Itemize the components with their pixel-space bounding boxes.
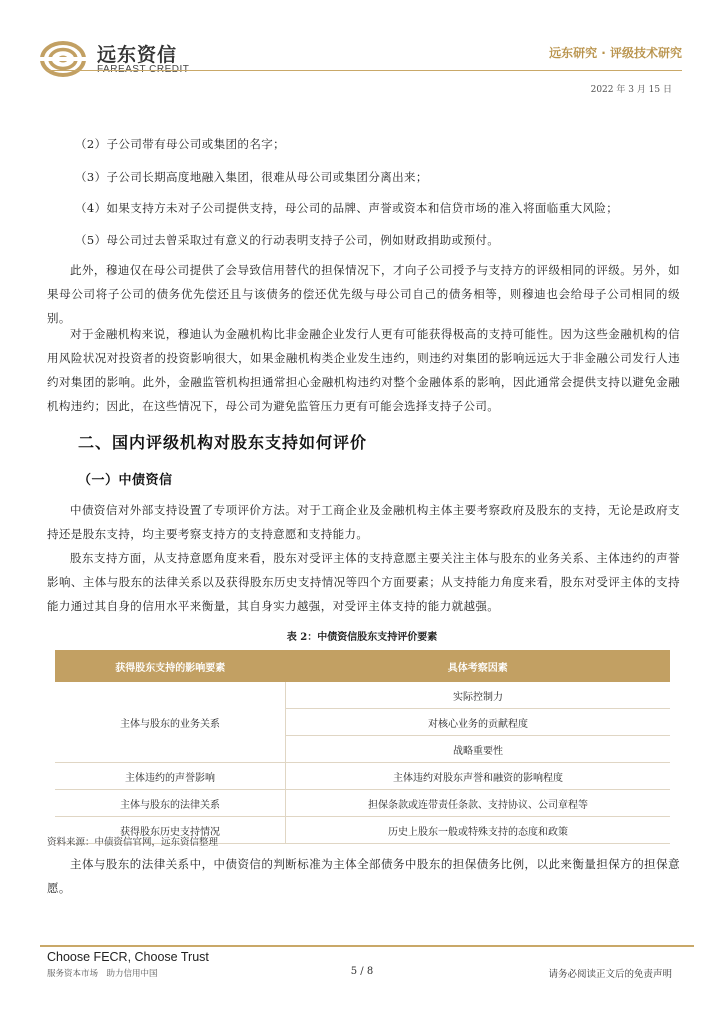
table-header-row [55,650,670,682]
list-item: （5）母公司过去曾采取过有意义的行动表明支持子公司，例如财政捐助或预付。 [75,233,500,247]
table-source: 资料来源：中债资信官网，远东资信整理 [47,837,219,848]
table-header-cell: 获得股东支持的影响要素 [55,650,286,682]
table-cell-factor: 主体违约的声誉影响 [55,763,286,790]
support-factors-table [55,650,670,844]
list-item: （4）如果支持方未对子公司提供支持，母公司的品牌、声誉或资本和信贷市场的准入将面临重大风险； [75,201,619,215]
table-cell-detail: 主体违约对股东声誉和融资的影响程度 [286,763,671,790]
table-cell-factor: 获得股东历史支持情况 [55,817,286,844]
paragraph: 主体与股东的法律关系中，中债资信的判断标准为主体全部债务中股东的担保债务比例，以此来衡量担保方的担保意愿。 [47,857,680,895]
list-item: （2）子公司带有母公司或集团的名字； [75,137,286,151]
table-cell-detail: 对核心业务的贡献程度 [286,709,671,736]
logo [40,38,190,82]
paragraph: 股东支持方面，从支持意愿角度来看，股东对受评主体的支持意愿主要关注主体与股东的业务关系、主体违约的声誉影响、主体与股东的法律关系以及获得股东历史支持情况等四个方面要素；从支持能力角度来看，股东对受评主体的支持能力通过其自身的信用水平来衡量，其自身实力越强，对受评主体支持的能力就越强。 [47,551,680,613]
table-cell-detail: 担保条款或连带责任条款、支持协议、公司章程等 [286,790,671,817]
table-cell-detail: 战略重要性 [286,736,671,763]
footer-disclaimer: 请务必阅读正文后的免责声明 [548,969,672,980]
page-number: 5 / 8 [350,966,374,977]
report-date: 2022 年 3 月 15 日 [590,85,672,95]
list-item: （3）子公司长期高度地融入集团，很难从母公司或集团分离出来； [75,170,428,184]
table-cell-detail: 历史上股东一般或特殊支持的态度和政策 [286,817,671,844]
section-heading: 二、国内评级机构对股东支持如何评价 [78,433,368,452]
footer-sub-slogan: 服务资本市场 助力信用中国 [47,969,158,979]
footer-divider [40,945,694,947]
table-cell-factor: 主体与股东的法律关系 [55,790,286,817]
table-row [55,682,670,709]
table-title: 表 2：中债资信股东支持评价要素 [286,632,438,643]
paragraph: 中债资信对外部支持设置了专项评价方法。对于工商企业及金融机构主体主要考察政府及股东的支持，无论是政府支持还是股东支持，均主要考察支持方的支持意愿和支持能力。 [47,503,680,541]
table-header-cell: 具体考察因素 [286,650,671,682]
paragraph: 此外，穆迪仅在母公司提供了会导致信用替代的担保情况下，才向子公司授予与支持方的评级相同的评级。另外，如果母公司将子公司的债务优先偿还且与该债务的偿还优先级与母公司自己的债务相等，则穆迪也会给母子公司相同的级别。 [47,263,680,325]
page-header [0,0,724,100]
table-cell-detail: 实际控制力 [286,682,671,709]
paragraph: 对于金融机构来说，穆迪认为金融机构比非金融企业发行人更有可能获得极高的支持可能性。因为这些金融机构的信用风险状况对投资者的投资影响很大，如果金融机构类企业发生违约，则违约对集团的影响远远大于非金融公司发行人违约对集团的影响。此外，金融监管机构担通常担心金融机构违约对整个金融体系的影响，因此通常会提供支持以避免金融机构违约；因此，在这些情况下，母公司为避免监管压力更有可能会选择支持子公司。 [47,327,680,413]
table-cell-factor: 主体与股东的业务关系 [55,682,286,763]
series-title: 远东研究 · 评级技术研究 [549,46,682,60]
header-divider [47,70,682,71]
footer-slogan: Choose FECR, Choose Trust [47,950,209,964]
fareast-logo-icon [40,40,86,78]
table-row [55,763,670,790]
sub-heading: （一）中债资信 [78,473,173,488]
table-row [55,790,670,817]
logo-cn-text: 远东资信 [97,44,178,66]
